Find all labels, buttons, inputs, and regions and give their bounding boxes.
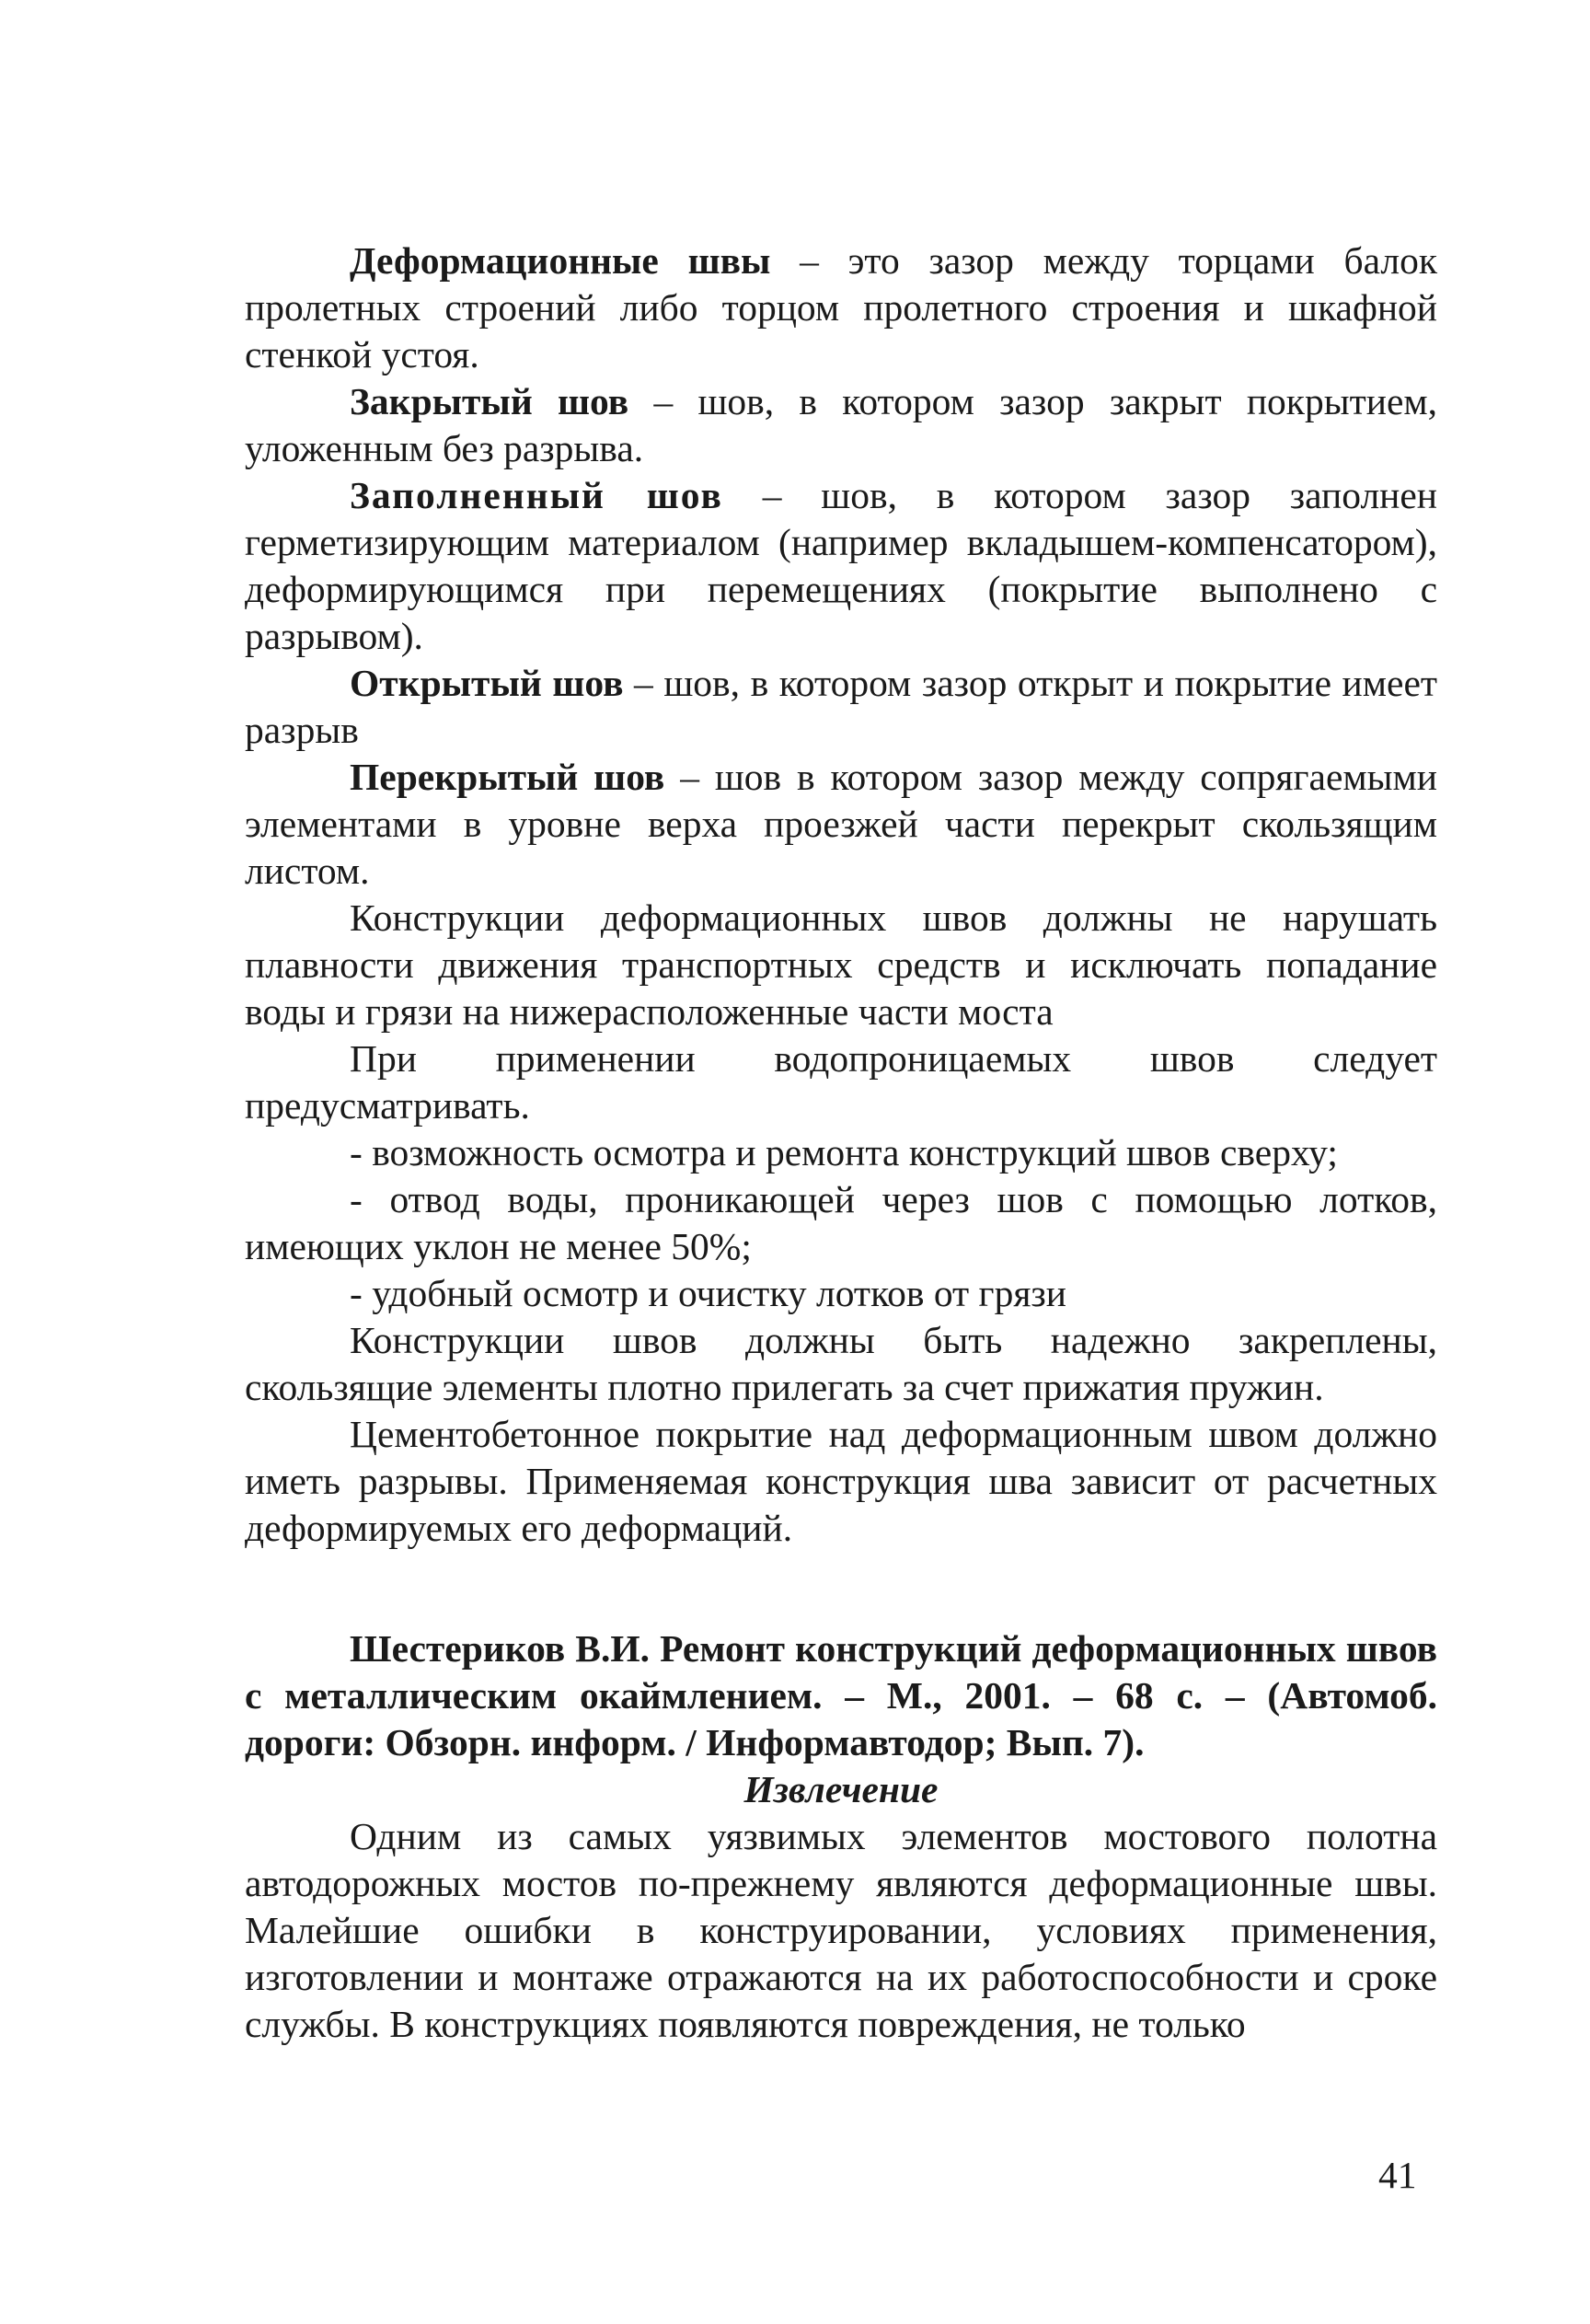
reference-title: Шестериков В.И. Ремонт конструкций деформационных швов с металлическим окаймлением. – М., 2001. – 68 с. – (Автомоб. дороги: Обзорн. информ. / Информавтодор; Вып. 7). (245, 1627, 1437, 1763)
definition-deformation-joints (245, 237, 1437, 378)
definition-text: – шов, в котором зазор открыт и покрытие имеет разрыв (245, 662, 1438, 751)
definition-text: – шов, в котором зазор заполнен герметизирующим материалом (например вкладышем-компенсатором), деформирующимся при перемещениях (покрытие выполнено с разрывом). (245, 474, 1437, 657)
term-deformation-joints: Деформационные швы (350, 239, 771, 282)
term-closed-joint: Закрытый шов (350, 380, 629, 422)
document-page (245, 237, 1437, 2048)
list-item: - удобный осмотр и очистку лотков от грязи (350, 1272, 1067, 1314)
list-item: - возможность осмотра и ремонта конструкций швов сверху; (350, 1131, 1338, 1174)
list-item: - отвод воды, проникающей через шов с помощью лотков, имеющих уклон не менее 50%; (245, 1178, 1437, 1267)
definition-covered-joint (245, 754, 1437, 895)
body-paragraph: При применении водопроницаемых швов следует предусматривать. (245, 1037, 1437, 1127)
definition-text: – шов в котором зазор между сопрягаемыми элементами в уровне верха проезжей части перекрыт скользящим листом. (245, 756, 1437, 892)
body-paragraph: Конструкции деформационных швов должны не нарушать плавности движения транспортных средств и исключать попадание воды и грязи на нижерасположенные части моста (245, 896, 1437, 1033)
term-covered-joint: Перекрытый шов (350, 756, 665, 798)
definition-text: – это зазор между торцами балок пролетных строений либо торцом пролетного строения и шкафной стенкой устоя. (245, 239, 1437, 376)
body-paragraph: Конструкции швов должны быть надежно закреплены, скользящие элементы плотно прилегать за счет прижатия пружин. (245, 1319, 1437, 1408)
definition-text: – шов, в котором зазор закрыт покрытием, уложенным без разрыва. (245, 380, 1437, 469)
definition-filled-joint (245, 472, 1437, 660)
term-filled-joint: Заполненный шов (350, 474, 723, 516)
definition-open-joint (245, 660, 1437, 754)
body-paragraph: Цементобетонное покрытие над деформационным швом должно иметь разрывы. Применяемая конструкция шва зависит от расчетных деформируемых его деформаций. (245, 1413, 1437, 1549)
term-open-joint: Открытый шов (350, 662, 624, 704)
definition-closed-joint (245, 378, 1437, 472)
reference-body: Одним из самых уязвимых элементов мостового полотна автодорожных мостов по-прежнему являются деформационные швы. Малейшие ошибки в конструировании, условиях применения, изготовлении и монтаже отражаются на их работоспособности и сроке службы. В конструкциях появляются повреждения, не только (245, 1815, 1437, 2045)
page-number: 41 (1378, 2154, 1417, 2196)
reference-subtitle: Извлечение (743, 1768, 939, 1810)
